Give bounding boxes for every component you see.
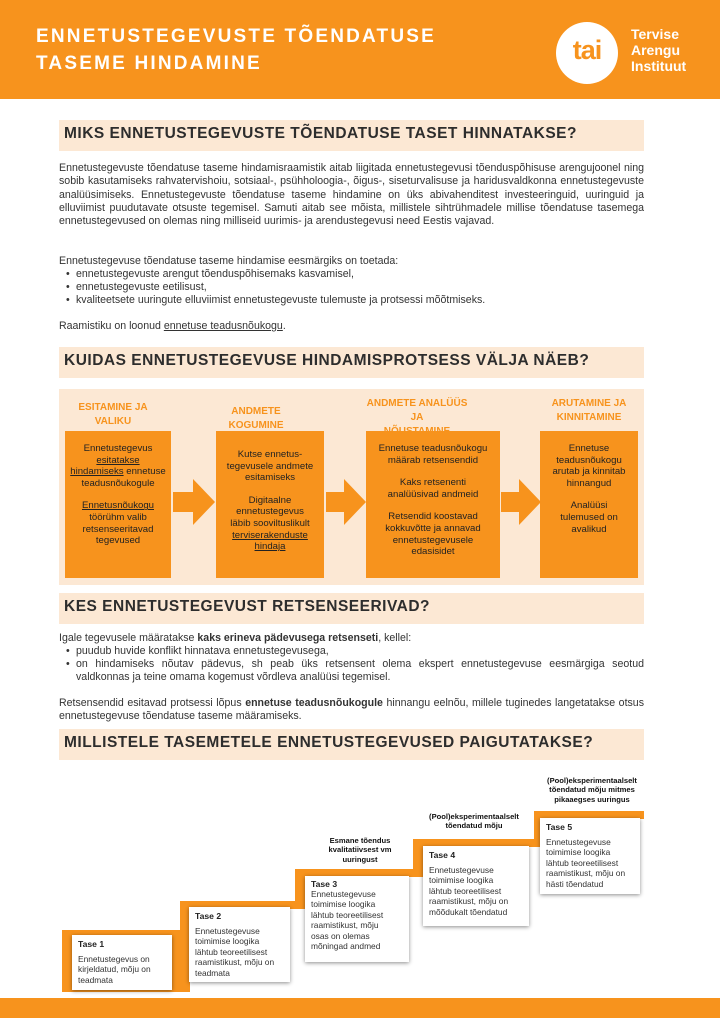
- goal-item: [66, 268, 354, 281]
- box-text: ennetuse: [123, 466, 166, 478]
- section-heading-why: [59, 120, 644, 151]
- level-desc-line: lähtub teoreetilisest: [311, 909, 384, 920]
- box-link: terviserakenduste: [232, 529, 308, 541]
- closing-prefix: Retsensendid esitavad protsessi lõpus: [59, 697, 246, 709]
- evidence-label-level-3: [308, 836, 412, 864]
- level-desc-line: Ennetustegevuse: [311, 889, 376, 899]
- org-name-line-3: Instituut: [631, 58, 687, 74]
- process-box-submission: [65, 431, 171, 578]
- bullet-dot: •: [66, 281, 70, 293]
- reviewer-criteria-item: [66, 658, 644, 685]
- level-box-5: [540, 818, 640, 894]
- box-text: Ennetustegevus: [83, 443, 153, 454]
- footer-bar: [0, 998, 720, 1018]
- box-text: teadusnõukogu: [556, 454, 622, 466]
- box-text: edasisidet: [411, 546, 455, 558]
- box-text: tegevusele andmete: [226, 460, 314, 472]
- box-text: Kaks retsenenti: [399, 477, 467, 489]
- level-desc-line: Ennetustegevuse: [195, 926, 260, 936]
- box-text: Retsendid koostavad: [388, 511, 478, 523]
- goal-text: kvaliteetsete uuringute elluviimist ennetustegevuste tulemuste ja protsessi mõõtmiseks.: [76, 294, 486, 306]
- box-text: retsenseeritavad: [82, 523, 154, 535]
- closing-bold: ennetuse teadusnõukogule: [245, 697, 383, 709]
- box-text: analüüsivad andmeid: [387, 488, 479, 500]
- arrow-right-icon: [501, 479, 541, 525]
- level-name: Tase 2: [195, 911, 222, 921]
- teadusnoukogu-link[interactable]: ennetuse teadusnõukogu: [163, 320, 283, 332]
- box-text: tulemused on: [560, 511, 618, 523]
- level-desc-line: kirjeldatud, mõju on: [78, 964, 151, 975]
- level-desc-line: Ennetustegevus on: [78, 954, 150, 964]
- level-box-2: [189, 907, 290, 982]
- stage-title-line: ESITAMINE JA VALIKU: [78, 402, 148, 427]
- stage-title-collection: [208, 405, 304, 433]
- intro-paragraph: Ennetustegevuste tõendatuse taseme hindamisraamistik aitab liigitada ennetustegevusi tõenduspõhisuse arengujoonel ning sobib kasutamiseks rahvatervishoiu, sotsiaal-, psühholoogia-, õigus-, siseturvalisuse ja haridusvaldkonna ennetustegevuste analüüsimiseks. Ennetustegevuste tõendatuse taseme hindamine on üks abivahenditest investeeringuid, uuringuid ja elluviimist puudutavate otsuste tegemisel. Samuti aitab see mõista, millistele sihtrühmadele millise tõendatuse tasemega ennetustegevused on olemas ning milliseid uurimis- ja arendustegevusi need Eestis vajavad.: [59, 162, 644, 228]
- org-name-line-2: Arengu: [631, 42, 680, 58]
- goal-item: [66, 281, 207, 294]
- level-desc-line: hästi tõendatud: [546, 878, 604, 889]
- box-text: ennetustegevus: [236, 506, 304, 518]
- level-box-3: [305, 876, 409, 962]
- box-link: hindaja: [254, 541, 286, 553]
- box-text: ennetustegevusele: [392, 534, 474, 546]
- section-heading-reviewers: [59, 593, 644, 624]
- box-text: Ennetuse: [568, 443, 610, 454]
- box-text: teadusnõukogule: [81, 477, 155, 489]
- intro-prefix: Igale tegevusele määratakse: [59, 632, 198, 644]
- level-desc: [311, 889, 403, 951]
- box-link: Ennetusnõukogu: [81, 500, 154, 512]
- evidence-label-level-5: [528, 776, 656, 804]
- stage-title-line: ARUTAMINE JA: [551, 398, 627, 409]
- box-link: hindamiseks: [70, 466, 124, 478]
- criteria-text: on hindamiseks nõutav pädevus, sh peab üks retsensent olema ekspert ennetustegevuse eesmärgiga seotud valdkonnas ja teine omama kogemust võrdleva analüüsi tegemisel.: [76, 658, 644, 684]
- process-box-approval: [540, 431, 638, 578]
- criteria-text: puudub huvide konflikt hinnatava ennetustegevusega,: [76, 645, 329, 657]
- level-desc-line: toimimise loogika: [546, 847, 611, 858]
- evidence-label-line: (Pool)eksperimentaalselt: [429, 812, 519, 821]
- header-banner: [0, 0, 720, 99]
- box-text: määrab retsensendid: [387, 454, 479, 466]
- created-suffix: .: [282, 320, 286, 332]
- level-desc-line: Ennetustegevuse: [546, 837, 611, 847]
- evidence-label-line: kvalitatiivsest vm: [328, 845, 392, 855]
- stair-riser-3: [295, 869, 305, 909]
- level-name: Tase 4: [429, 850, 456, 860]
- level-desc-line: toimimise loogika: [429, 875, 494, 886]
- level-desc-line: Ennetustegevuse: [429, 865, 494, 875]
- box-text: läbib sooviltuslikult: [230, 517, 310, 529]
- level-desc: [546, 837, 634, 889]
- process-box-collection: [216, 431, 324, 578]
- bullet-dot: •: [66, 645, 70, 657]
- evidence-label-line: uuringust: [342, 854, 378, 864]
- bullet-dot: •: [66, 268, 70, 280]
- level-desc-line: toimimise loogika: [195, 936, 260, 947]
- box-text: arutab ja kinnitab: [552, 466, 626, 478]
- bullet-dot: •: [66, 658, 70, 670]
- evidence-label-level-4: [412, 812, 536, 831]
- level-desc-line: toimimise loogika: [311, 899, 376, 910]
- section-heading-levels: [59, 729, 644, 760]
- section-heading-text: KUIDAS ENNETUSTEGEVUSE HINDAMISPROTSESS VÄLJA NÄEB?: [64, 352, 590, 369]
- created-prefix: Raamistiku on loonud: [59, 320, 164, 332]
- created-by-line: [59, 320, 644, 333]
- level-name: Tase 1: [78, 939, 105, 949]
- box-text: Kutse ennetus-: [237, 449, 303, 460]
- intro-bold: kaks erineva pädevusega retsenseti: [197, 632, 379, 644]
- box-text: kokkuvõtte ja annavad: [385, 522, 481, 534]
- stage-title-line: ANDMETE KOGUMINE: [228, 406, 284, 431]
- box-text: avalikud: [571, 523, 607, 535]
- level-desc-line: osas on olemas: [311, 930, 370, 941]
- box-link: esitatakse: [96, 454, 140, 466]
- box-text: Analüüsi: [570, 500, 608, 512]
- box-text: Digitaalne: [248, 494, 292, 506]
- evidence-label-line: pikaaegses uuringus: [554, 794, 630, 804]
- level-desc-line: teadmata: [78, 974, 113, 985]
- closing-suffix: hinnangu eelnõu, millele tuginedes langetatakse otsus ennetustegevuse tõendatuse taseme määramiseks.: [59, 697, 645, 723]
- goals-title: Ennetustegevuse tõendatuse taseme hindamise eesmärgiks on toetada:: [59, 255, 399, 267]
- level-name: Tase 5: [546, 822, 573, 832]
- level-desc-line: raamistikust, mõju on: [429, 896, 509, 907]
- box-text: töörühm valib: [89, 511, 147, 523]
- goal-text: ennetustegevuste eetilisust,: [76, 281, 207, 293]
- intro-suffix: , kellel:: [378, 632, 412, 644]
- box-text: hinnangud: [566, 477, 612, 489]
- level-desc-line: teadmata: [195, 967, 230, 978]
- stage-title-line: KINNITAMINE: [556, 412, 622, 423]
- level-name: Tase 3: [311, 879, 338, 889]
- level-box-1: [72, 935, 172, 990]
- box-text: tegevused: [95, 535, 141, 547]
- goal-text: ennetustegevuste arengut tõenduspõhisemaks kasvamisel,: [76, 268, 354, 280]
- reviewer-criteria-item: [66, 645, 644, 658]
- reviewers-closing: [59, 697, 644, 724]
- page-title-line-2: TASEME HINDAMINE: [36, 53, 262, 74]
- evidence-label-line: tõendatud mõju: [445, 821, 503, 831]
- section-heading-text: MILLISTELE TASEMETELE ENNETUSTEGEVUSED PAIGUTATAKSE?: [64, 734, 594, 751]
- level-desc-line: raamistikust, mõju: [311, 920, 379, 931]
- level-desc-line: raamistikust, mõju on: [546, 868, 626, 879]
- reviewers-intro: [59, 632, 644, 645]
- page-title-line-1: ENNETUSTEGEVUSTE TÕENDATUSE: [36, 26, 437, 47]
- level-desc: [429, 865, 523, 917]
- section-heading-text: MIKS ENNETUSTEGEVUSTE TÕENDATUSE TASET HINNATAKSE?: [64, 125, 577, 142]
- stage-title-approval: [534, 397, 644, 425]
- arrow-right-icon: [326, 479, 366, 525]
- tai-logo: [556, 22, 618, 84]
- level-desc: [195, 926, 284, 978]
- box-text: esitamiseks: [244, 472, 296, 484]
- level-desc-line: raamistikust, mõju on: [195, 957, 275, 968]
- logo-text: tai: [572, 35, 602, 65]
- stage-title-line: ANDMETE ANALÜÜS JA: [366, 398, 468, 423]
- section-heading-text: KES ENNETUSTEGEVUST RETSENSEERIVAD?: [64, 598, 431, 615]
- goal-item: [66, 294, 486, 307]
- evidence-label-line: Esmane tõendus: [329, 836, 391, 845]
- stair-riser-4: [413, 839, 423, 877]
- org-name-line-1: Tervise: [631, 26, 679, 42]
- level-desc-line: lähtub teoreetilisest: [195, 946, 268, 957]
- evidence-label-line: (Pool)eksperimentaalselt: [547, 776, 637, 785]
- evidence-label-line: tõendatud mõju mitmes: [549, 785, 635, 795]
- section-heading-process: [59, 347, 644, 378]
- level-desc-line: mõõdukalt tõendatud: [429, 906, 508, 917]
- box-text: Ennetuse teadusnõukogu: [378, 443, 488, 454]
- level-desc: [78, 954, 166, 985]
- level-desc-line: lähtub teoreetilisest: [429, 885, 502, 896]
- process-box-analysis: [366, 431, 500, 578]
- level-box-4: [423, 846, 529, 926]
- level-desc-line: lähtub teoreetilisest: [546, 857, 619, 868]
- level-desc-line: mõningad andmed: [311, 941, 381, 952]
- arrow-right-icon: [173, 479, 215, 525]
- bullet-dot: •: [66, 294, 70, 306]
